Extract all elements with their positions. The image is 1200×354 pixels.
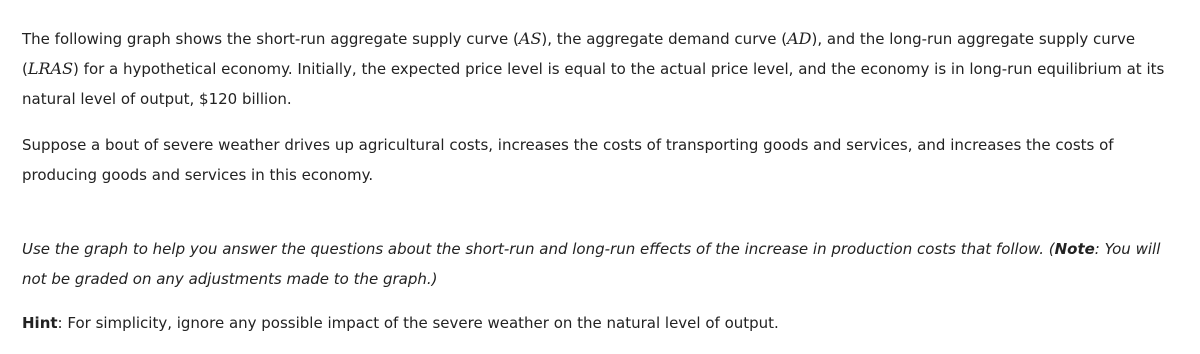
intro-text-4: ) for a hypothetical economy. Initially, the expected price level is equal to the actual price level, and the economy is in long-run equilibrium at its natural level of output, $120 billion. (22, 60, 1165, 108)
intro-text-2: ), the aggregate demand curve ( (541, 30, 788, 48)
note-label: Note (1054, 240, 1095, 258)
intro-text-3: ), and the long-run aggregate supply curve ( (22, 30, 1136, 78)
instruction-text-2: : You will not be graded on any adjustments made to the graph.) (22, 240, 1161, 288)
instruction-text-1: Use the graph to help you answer the questions about the short-run and long-run effects of the increase in production costs that follow. ( (22, 240, 1055, 258)
scenario-paragraph: Suppose a bout of severe weather drives up agricultural costs, increases the costs of transporting goods and services, and increases the costs of producing goods and services in this economy. (22, 136, 1114, 184)
ad-symbol: AD (787, 29, 812, 48)
hint-text: : For simplicity, ignore any possible impact of the severe weather on the natural level of output. (57, 314, 779, 332)
hint-paragraph (22, 308, 1182, 338)
intro-text-1: The following graph shows the short-run aggregate supply curve ( (22, 30, 519, 48)
instruction-paragraph (22, 234, 1182, 294)
question-content (22, 24, 1182, 338)
intro-paragraph (22, 24, 1182, 114)
hint-label: Hint (22, 314, 58, 332)
lras-symbol: LRAS (27, 59, 74, 78)
as-symbol: AS (518, 29, 542, 48)
